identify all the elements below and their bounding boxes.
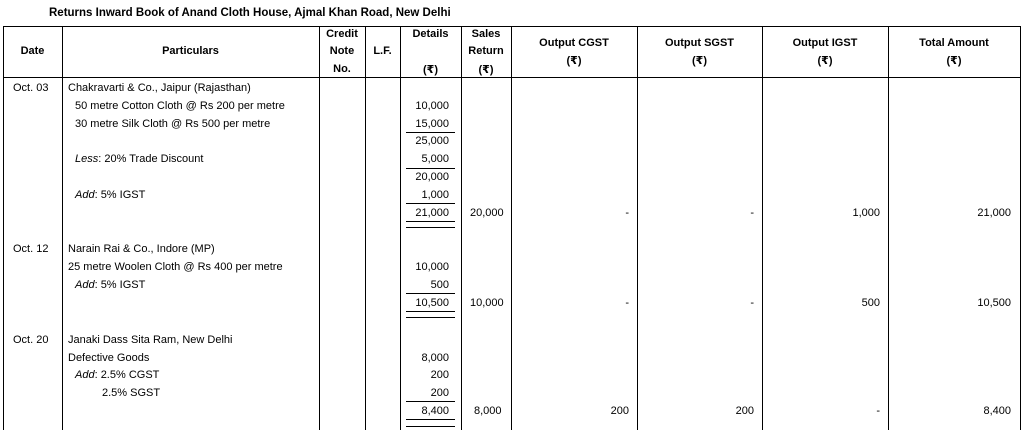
entry-date: Oct. 03 <box>13 82 49 94</box>
column-divider <box>365 26 366 430</box>
rule-line <box>406 203 455 204</box>
header-output-cgst: Output CGST <box>539 37 609 49</box>
entry-line: 50 metre Cotton Cloth @ Rs 200 per metre <box>75 100 285 112</box>
column-divider <box>319 26 320 430</box>
entry-line: 25 metre Woolen Cloth @ Rs 400 per metre <box>68 261 283 273</box>
returns-inward-table <box>3 26 1021 430</box>
sgst-amount: - <box>750 207 754 219</box>
add-text: : 5% IGST <box>94 279 146 291</box>
header-details: Details <box>412 28 449 40</box>
add-text: : 5% IGST <box>94 189 146 201</box>
rule-line <box>406 311 455 312</box>
rule-line <box>406 401 455 402</box>
detail-amount: 20,000 <box>415 171 449 183</box>
entry-party: Chakravarti & Co., Jaipur (Rajasthan) <box>68 82 251 94</box>
header-sales-return: Sales <box>471 28 501 40</box>
add-label: Add <box>75 189 95 201</box>
detail-amount: 500 <box>430 279 449 291</box>
entry-line <box>75 369 159 382</box>
detail-amount: 15,000 <box>415 118 449 130</box>
rule-line <box>406 426 455 427</box>
entry-line <box>75 279 145 292</box>
add-label: Add <box>75 369 95 381</box>
header-total-amount: (₹) <box>946 55 962 67</box>
cgst-amount: - <box>625 297 629 309</box>
detail-amount: 200 <box>430 369 449 381</box>
detail-amount: 1,000 <box>421 189 449 201</box>
header-date: Date <box>20 45 45 57</box>
detail-amount: 8,000 <box>421 352 449 364</box>
header-credit-note: Credit <box>326 28 358 40</box>
rule-line <box>406 293 455 294</box>
entry-date: Oct. 20 <box>13 334 49 346</box>
column-divider <box>762 26 763 430</box>
less-text: : 20% Trade Discount <box>98 153 204 165</box>
add-text: : 2.5% CGST <box>94 369 160 381</box>
less-label: Less <box>75 153 99 165</box>
add-label: Add <box>75 279 95 291</box>
igst-amount: 500 <box>861 297 880 309</box>
book-title: Returns Inward Book of Anand Cloth House, Ajmal Khan Road, New Delhi <box>49 7 451 19</box>
header-total-amount: Total Amount <box>919 37 989 49</box>
header-details: (₹) <box>423 64 438 76</box>
header-output-igst: Output IGST <box>792 37 858 49</box>
total-amount: 10,500 <box>977 297 1011 309</box>
rule-line <box>406 317 455 318</box>
header-output-cgst: (₹) <box>566 55 582 67</box>
rule-line <box>406 227 455 228</box>
header-output-sgst: (₹) <box>692 55 707 67</box>
detail-amount: 10,000 <box>415 100 449 112</box>
column-divider <box>888 26 889 430</box>
total-amount: 8,400 <box>983 405 1011 417</box>
column-divider <box>511 26 512 430</box>
entry-line: Defective Goods <box>68 352 150 364</box>
igst-amount: 1,000 <box>852 207 880 219</box>
detail-amount: 200 <box>430 387 449 399</box>
entry-line <box>75 153 203 166</box>
column-divider <box>62 26 63 430</box>
header-separator <box>3 77 1021 78</box>
header-credit-note: Note <box>329 45 355 57</box>
header-lf: L.F. <box>373 45 392 57</box>
detail-total: 8,400 <box>421 405 449 417</box>
entry-party: Janaki Dass Sita Ram, New Delhi <box>68 334 233 346</box>
total-amount: 21,000 <box>977 207 1011 219</box>
detail-amount: 5,000 <box>421 153 449 165</box>
detail-amount: 10,000 <box>415 261 449 273</box>
cgst-amount: 200 <box>610 405 629 417</box>
sales-return-amount: 8,000 <box>474 405 502 417</box>
sgst-amount: 200 <box>735 405 754 417</box>
sales-return-amount: 10,000 <box>470 297 504 309</box>
detail-total: 21,000 <box>415 207 449 219</box>
header-sales-return: (₹) <box>478 64 494 76</box>
column-divider <box>637 26 638 430</box>
rule-line <box>406 221 455 222</box>
igst-amount: - <box>876 405 880 417</box>
entry-line: 30 metre Silk Cloth @ Rs 500 per metre <box>75 118 271 130</box>
sgst-amount: - <box>750 297 754 309</box>
detail-total: 10,500 <box>415 297 449 309</box>
header-credit-note: No. <box>333 63 351 75</box>
rule-line <box>406 168 455 169</box>
table-border <box>1020 26 1021 430</box>
header-output-igst: (₹) <box>817 55 833 67</box>
header-particulars: Particulars <box>162 45 219 57</box>
rule-line <box>406 419 455 420</box>
table-border <box>3 26 1021 27</box>
table-border <box>3 26 4 430</box>
header-sales-return: Return <box>468 45 504 57</box>
entry-date: Oct. 12 <box>13 243 49 255</box>
column-divider <box>461 26 462 430</box>
entry-party: Narain Rai & Co., Indore (MP) <box>68 243 215 255</box>
sales-return-amount: 20,000 <box>470 207 504 219</box>
cgst-amount: - <box>625 207 629 219</box>
entry-line: 2.5% SGST <box>102 387 161 399</box>
rule-line <box>406 132 455 133</box>
entry-line <box>75 189 145 202</box>
detail-amount: 25,000 <box>415 135 449 147</box>
header-output-sgst: Output SGST <box>664 37 735 49</box>
